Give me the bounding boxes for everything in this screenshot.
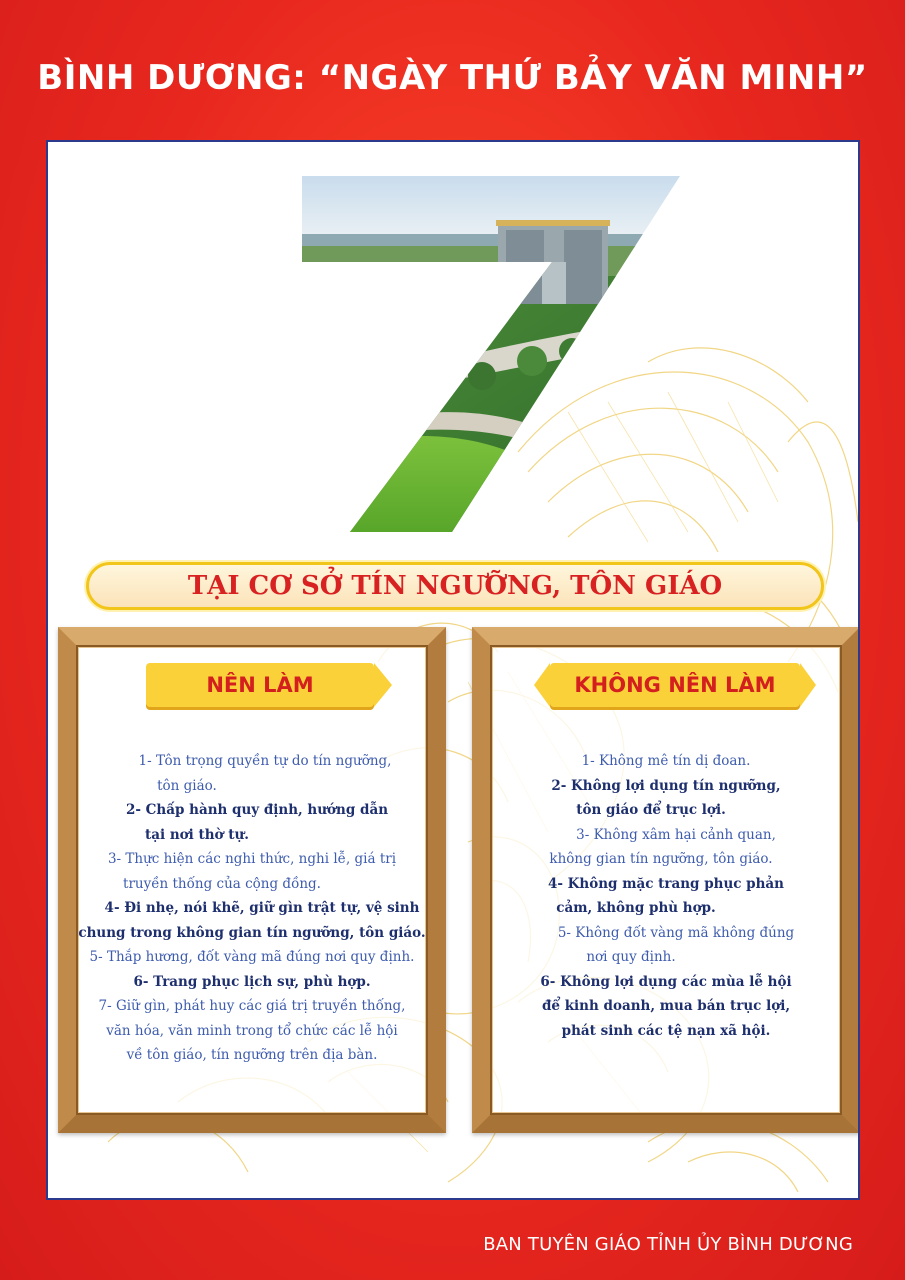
do-line: về tôn giáo, tín ngưỡng trên địa bàn. <box>126 1047 378 1063</box>
dont-line: 4- Không mặc trang phục phản <box>547 875 784 892</box>
do-line: 7- Giữ gìn, phát huy các giá trị truyền thống, <box>98 998 406 1014</box>
do-line: truyền thống của cộng đồng. <box>123 875 321 892</box>
do-line: tại nơi thờ tự. <box>145 826 249 843</box>
do-line: văn hóa, văn minh trong tổ chức các lễ hội <box>106 1022 398 1039</box>
seven-photo-cutout-icon <box>302 176 680 532</box>
dont-line: 1- Không mê tín dị đoan. <box>581 753 751 769</box>
dont-frame <box>472 627 860 1133</box>
do-heading: NÊN LÀM <box>146 663 374 707</box>
do-line: 2- Chấp hành quy định, hướng dẫn <box>125 802 389 818</box>
do-frame <box>58 627 446 1133</box>
do-line: 4- Đi nhẹ, nói khẽ, giữ gìn trật tự, vệ sinh <box>104 900 420 916</box>
dont-heading: KHÔNG NÊN LÀM <box>550 663 800 707</box>
poster-title: BÌNH DƯƠNG: “NGÀY THỨ BẢY VĂN MINH” <box>37 58 868 98</box>
dont-line: cảm, không phù hợp. <box>556 900 716 916</box>
do-line: 1- Tôn trọng quyền tự do tín ngưỡng, <box>138 753 392 769</box>
dont-line: 3- Không xâm hại cảnh quan, <box>576 826 776 843</box>
dont-line: để kinh doanh, mua bán trục lợi, <box>541 998 791 1014</box>
do-line: 6- Trang phục lịch sự, phù hợp. <box>133 973 371 990</box>
do-line: 5- Thắp hương, đốt vàng mã đúng nơi quy định. <box>89 949 415 965</box>
do-line: tôn giáo. <box>157 777 217 794</box>
dont-line: 6- Không lợi dụng các mùa lễ hội <box>540 973 792 990</box>
dont-list <box>490 749 842 1043</box>
dont-line: nơi quy định. <box>586 949 676 965</box>
dont-line: 2- Không lợi dụng tín ngưỡng, <box>551 777 781 794</box>
dont-line: 5- Không đốt vàng mã không đúng <box>557 924 795 941</box>
do-line: chung trong không gian tín ngưỡng, tôn giáo. <box>78 924 426 941</box>
content-panel <box>46 140 860 1200</box>
do-list <box>76 749 428 1068</box>
do-line: 3- Thực hiện các nghi thức, nghi lễ, giá trị <box>107 851 397 867</box>
section-banner: TẠI CƠ SỞ TÍN NGƯỠNG, TÔN GIÁO <box>86 562 824 610</box>
dont-line: tôn giáo để trục lợi. <box>576 802 726 818</box>
poster-footer: BAN TUYÊN GIÁO TỈNH ỦY BÌNH DƯƠNG <box>483 1234 853 1255</box>
dont-line: phát sinh các tệ nạn xã hội. <box>561 1022 771 1039</box>
dont-line: không gian tín ngưỡng, tôn giáo. <box>549 851 773 867</box>
